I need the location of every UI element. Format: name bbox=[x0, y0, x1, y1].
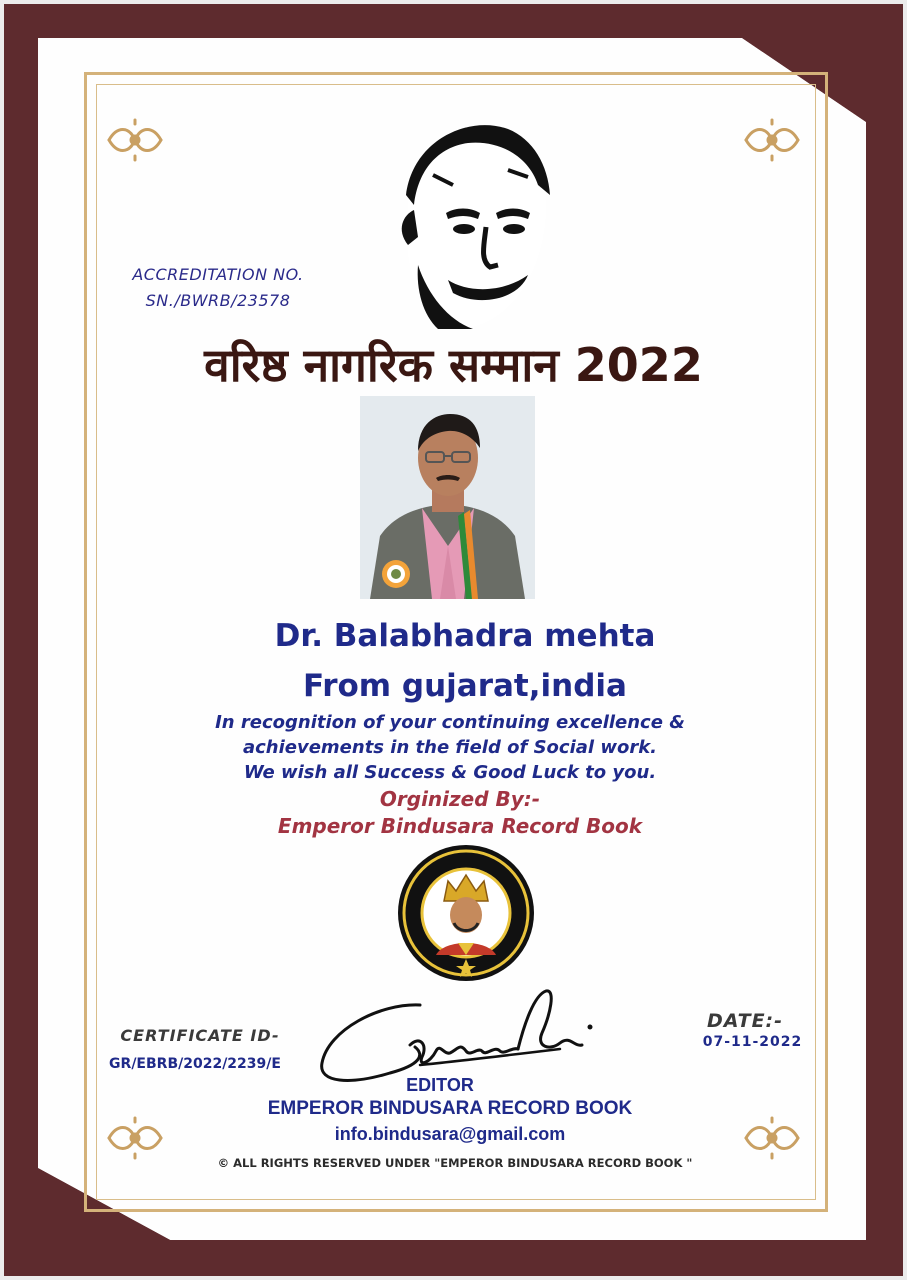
citation-line-1: In recognition of your continuing excellence & bbox=[215, 712, 685, 733]
citation-text bbox=[100, 710, 800, 785]
organizer-block bbox=[200, 786, 720, 840]
corner-ornament-bottom-right-icon bbox=[740, 1116, 804, 1160]
contact-email: info.bindusara@gmail.com bbox=[334, 1124, 566, 1144]
editor-organization: EMPEROR BINDUSARA RECORD BOOK bbox=[267, 1098, 633, 1119]
certificate-id-label: CERTIFICATE ID- bbox=[120, 1026, 280, 1045]
citation-line-3: We wish all Success & Good Luck to you. bbox=[243, 762, 657, 783]
emperor-bindusara-seal-logo bbox=[396, 843, 536, 983]
recipient-name: Dr. Balabhadra mehta bbox=[274, 618, 656, 654]
accreditation-block bbox=[100, 262, 336, 314]
date-value: 07-11-2022 bbox=[702, 1034, 803, 1050]
accreditation-label: ACCREDITATION NO. bbox=[132, 265, 304, 284]
portrait-sketch-image bbox=[378, 115, 553, 330]
award-title: वरिष्ठ नागरिक सम्मान 2022 bbox=[204, 338, 703, 392]
copyright-notice: © ALL RIGHTS RESERVED UNDER "EMPEROR BINDUSARA RECORD BOOK " bbox=[217, 1156, 693, 1170]
date-label: DATE:- bbox=[706, 1010, 784, 1032]
accreditation-number: SN./BWRB/23578 bbox=[145, 291, 291, 310]
certificate-id-value: GR/EBRB/2022/2239/E bbox=[109, 1056, 281, 1072]
corner-ornament-bottom-left-icon bbox=[103, 1116, 167, 1160]
citation-line-2: achievements in the field of Social work. bbox=[242, 737, 658, 758]
organizer-label: Orginized By:- bbox=[379, 787, 541, 811]
organizer-name: Emperor Bindusara Record Book bbox=[277, 814, 643, 838]
corner-ornament-top-right-icon bbox=[740, 118, 804, 162]
editor-title: EDITOR bbox=[406, 1075, 474, 1095]
corner-ornament-top-left-icon bbox=[103, 118, 167, 162]
recipient-location: From gujarat,india bbox=[303, 668, 627, 704]
recipient-photo bbox=[360, 396, 535, 599]
